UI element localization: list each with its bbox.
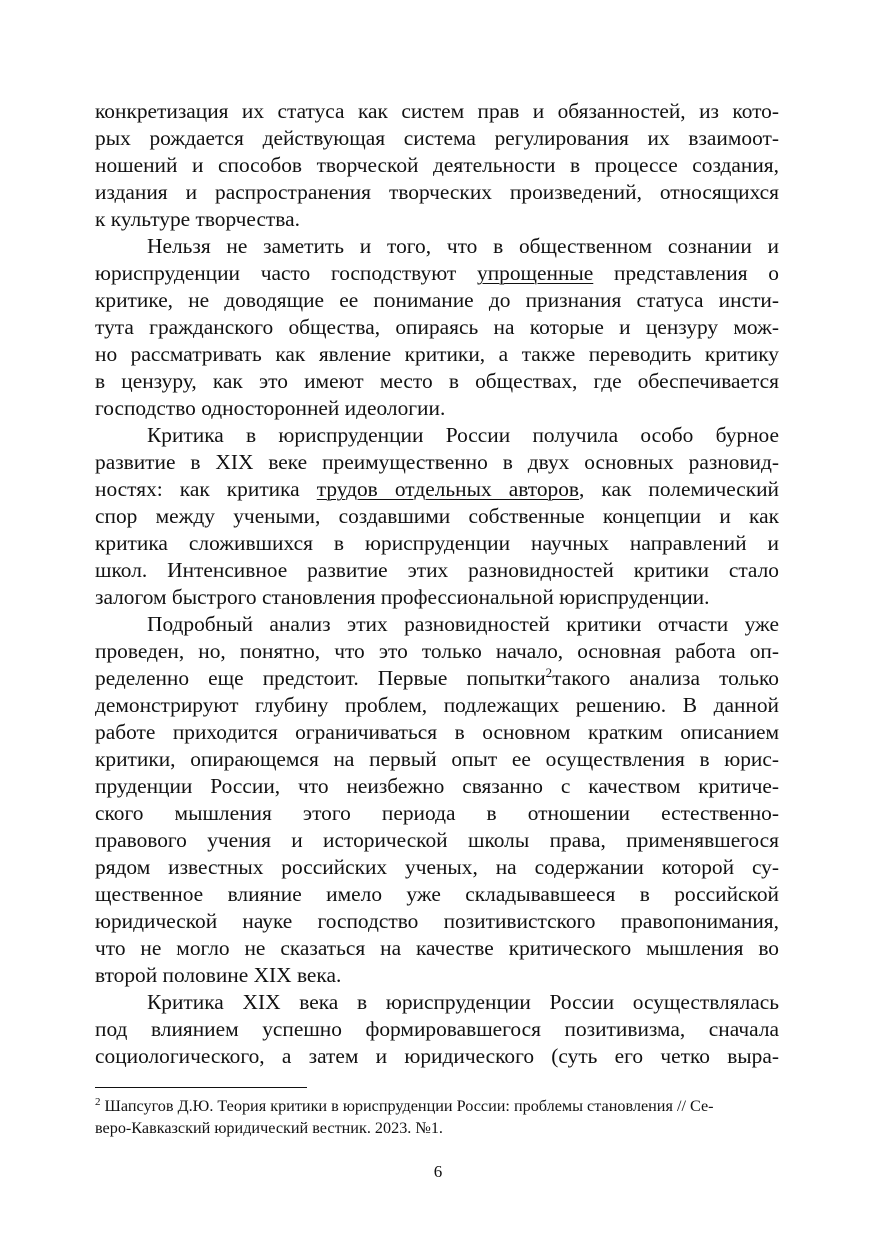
footnote-marker: 2 xyxy=(95,1096,101,1108)
text-line: критика сложившихся в юриспруденции научных направлений и xyxy=(95,531,779,555)
page-number: 6 xyxy=(433,1162,443,1181)
text-line: демонстрируют глубину проблем, подлежащих решению. В данной xyxy=(95,693,779,717)
text-line: Нельзя не заметить и того, что в общественном сознании и xyxy=(147,234,779,258)
text-line: развитие в XIX веке преимущественно в двух основных разновид- xyxy=(95,450,779,474)
text-line: в цензуру, как это имеют место в обществах, где обеспечивается xyxy=(95,369,779,393)
text-segment: ностях: как критика xyxy=(95,477,317,501)
text-line: Критика в юриспруденции России получила особо бурное xyxy=(147,423,779,447)
text-line: проведен, но, понятно, что это только начало, основная работа оп- xyxy=(95,639,779,663)
footnote xyxy=(95,1095,779,1139)
paragraph-5 xyxy=(95,989,779,1070)
text-line: рых рождается действующая система регулирования их взаимоот- xyxy=(95,126,779,150)
text-segment: представления о xyxy=(593,261,779,285)
underlined-phrase: трудов отдельных авторов xyxy=(316,477,580,501)
text-line: работе приходится ограничиваться в основном кратким описанием xyxy=(95,720,779,744)
footnote-line xyxy=(95,1095,779,1117)
text-line: юридической науке господство позитивистского правопонимания, xyxy=(95,909,779,933)
text-line xyxy=(95,665,779,692)
text-line: Критика XIX века в юриспруденции России осуществлялась xyxy=(147,990,779,1014)
text-line: но рассматривать как явление критики, а также переводить критику xyxy=(95,342,779,366)
text-line: тута гражданского общества, опираясь на которые и цензуру мож- xyxy=(95,315,779,339)
paragraph-3 xyxy=(95,422,779,611)
footnote-divider xyxy=(95,1087,307,1088)
text-line: критике, не доводящие ее понимание до признания статуса инсти- xyxy=(95,288,779,312)
text-line: что не могло не сказаться на качестве критического мышления во xyxy=(95,936,779,960)
text-line: Подробный анализ этих разновидностей критики отчасти уже xyxy=(147,612,779,636)
text-line: щественное влияние имело уже складывавшееся в российской xyxy=(95,882,779,906)
paragraph-1 xyxy=(95,98,779,233)
text-line: издания и распространения творческих произведений, относящихся xyxy=(95,180,779,204)
page-body xyxy=(95,98,779,1070)
text-line: залогом быстрого становления профессиональной юриспруденции. xyxy=(95,585,710,609)
paragraph-4 xyxy=(95,611,779,989)
text-line: второй половине XIX века. xyxy=(95,963,342,987)
text-line: конкретизация их статуса как систем прав и обязанностей, из кото- xyxy=(95,99,779,123)
text-line: ского мышления этого периода в отношении естественно- xyxy=(95,801,779,825)
text-line: спор между учеными, создавшими собственные концепции и как xyxy=(95,504,779,528)
text-segment: ределенно еще предстоит. Первые попытки xyxy=(95,666,546,690)
text-line: господство односторонней идеологии. xyxy=(95,396,446,420)
text-line: пруденции России, что неизбежно связанно с качеством критиче- xyxy=(95,774,779,798)
text-line: социологического, а затем и юридического (суть его четко выра- xyxy=(95,1044,779,1068)
text-line xyxy=(95,260,779,287)
text-line: правового учения и исторической школы права, применявшегося xyxy=(95,828,779,852)
paragraph-2 xyxy=(95,233,779,422)
footnote-text: Шапсугов Д.Ю. Теория критики в юриспруденции России: проблемы становления // Се- xyxy=(100,1097,714,1115)
footnote-reference[interactable]: 2 xyxy=(545,665,553,680)
text-line xyxy=(95,476,779,503)
text-line: ношений и способов творческой деятельности в процессе создания, xyxy=(95,153,779,177)
text-segment: юриспруденции часто господствуют xyxy=(95,261,478,285)
text-line: к культуре творчества. xyxy=(95,207,300,231)
underlined-word: упрощенные xyxy=(477,261,594,285)
text-line: под влиянием успешно формировавшегося позитивизма, сначала xyxy=(95,1017,779,1041)
text-line: рядом известных российских ученых, на содержании которой су- xyxy=(95,855,779,879)
text-line: критики, опирающемся на первый опыт ее осуществления в юрис- xyxy=(95,747,779,771)
footnote-line: веро-Кавказский юридический вестник. 2023. №1. xyxy=(95,1119,443,1137)
text-line: школ. Интенсивное развитие этих разновидностей критики стало xyxy=(95,558,779,582)
text-segment: , как полемический xyxy=(579,477,780,501)
text-segment: такого анализа только xyxy=(552,666,779,690)
